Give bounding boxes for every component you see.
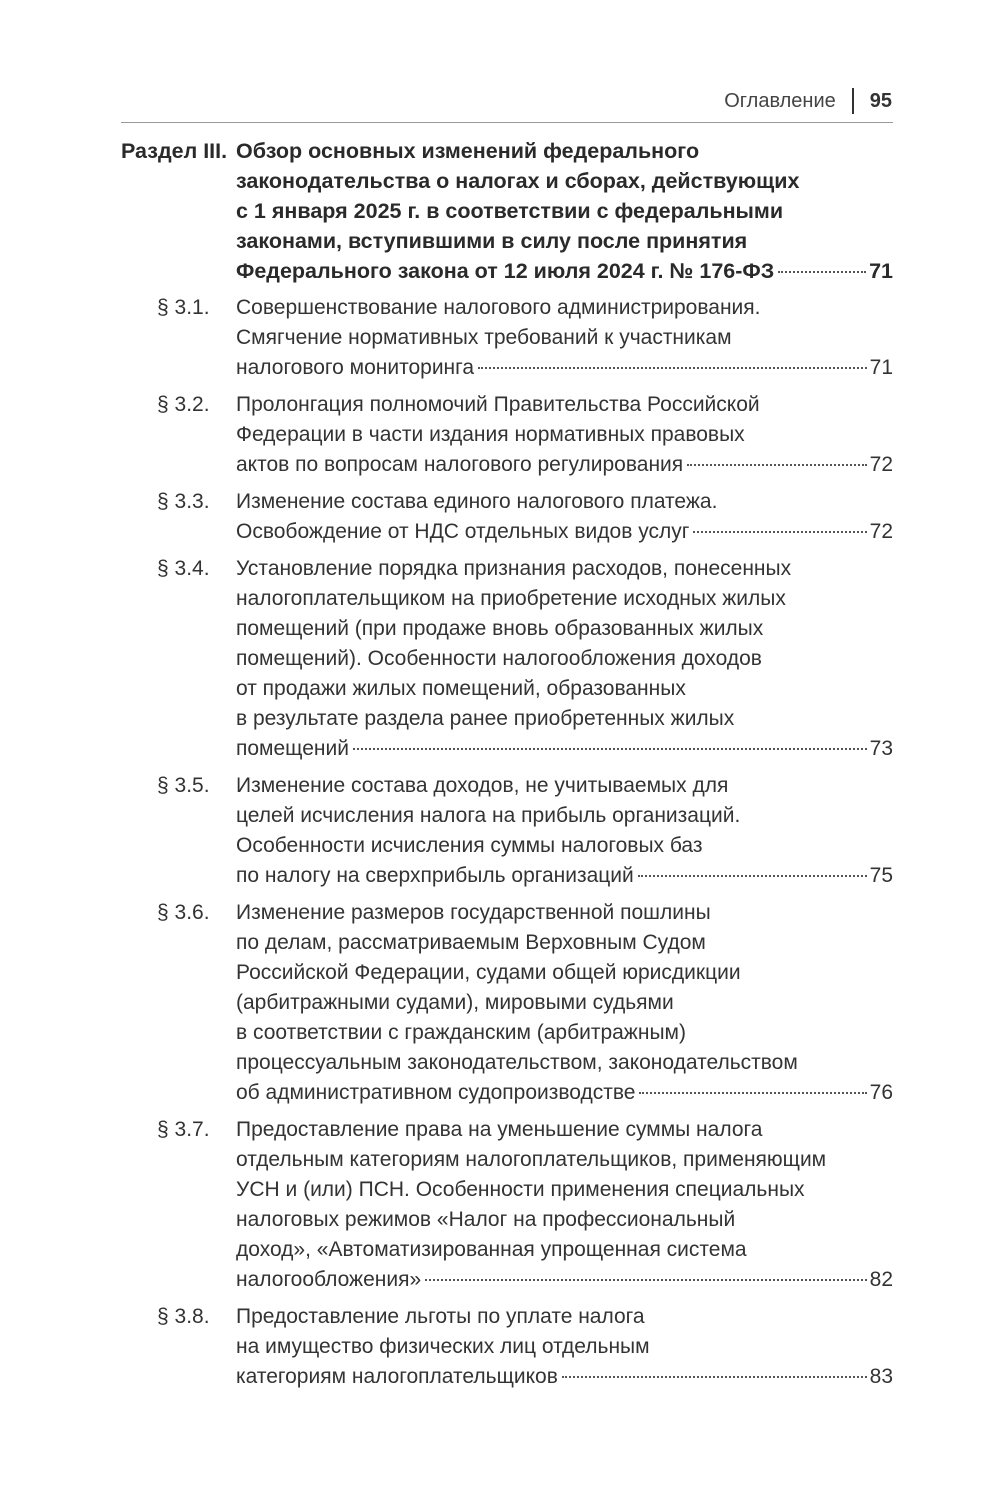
entry-title [236, 554, 893, 764]
title-line: в соответствии с гражданским (арбитражным) [236, 1021, 686, 1044]
dot-leader [693, 531, 866, 533]
toc-entry-3-6[interactable] [121, 898, 893, 1108]
title-line: Особенности исчисления суммы налоговых баз [236, 834, 703, 857]
title-line: Федерации в части издания нормативных правовых [236, 423, 745, 446]
title-line: по налогу на сверхприбыль организаций [236, 864, 634, 887]
title-line: Изменение состава единого налогового платежа. [236, 490, 718, 513]
title-line: помещений [236, 737, 349, 760]
page-ref: 71 [869, 259, 893, 283]
entry-title [236, 293, 893, 383]
entry-title [236, 487, 893, 547]
title-line: процессуальным законодательством, законодательством [236, 1051, 798, 1074]
toc-entry-3-7[interactable] [121, 1115, 893, 1295]
section-label: Раздел III. [121, 139, 228, 163]
dot-leader [639, 1092, 866, 1094]
entry-title [236, 771, 893, 891]
title-line: УСН и (или) ПСН. Особенности применения специальных [236, 1178, 805, 1201]
dot-leader [638, 875, 867, 877]
title-line: от продажи жилых помещений, образованных [236, 677, 686, 700]
title-line: Обзор основных изменений федерального [236, 139, 700, 163]
header-rule [121, 122, 893, 123]
entry-label: § 3.6. [157, 901, 210, 924]
toc-entry-3-2[interactable] [121, 390, 893, 480]
title-line: налогообложения» [236, 1268, 422, 1291]
title-line: налогового мониторинга [236, 356, 475, 379]
title-line: по делам, рассматриваемым Верховным Судом [236, 931, 706, 954]
page-ref: 72 [869, 453, 893, 476]
toc-entry-3-3[interactable] [121, 487, 893, 547]
title-line: Освобождение от НДС отдельных видов услуг [236, 520, 690, 543]
entry-title [236, 1115, 893, 1295]
entry-label: § 3.7. [157, 1118, 210, 1141]
title-line: с 1 января 2025 г. в соответствии с федеральными [236, 199, 784, 223]
entry-label: § 3.3. [157, 490, 210, 513]
entry-title [236, 1302, 893, 1392]
page-ref: 76 [869, 1081, 893, 1104]
title-line: целей исчисления налога на прибыль организаций. [236, 804, 741, 827]
page-ref: 75 [869, 864, 893, 887]
page-ref: 83 [869, 1365, 893, 1388]
title-line: налоговых режимов «Налог на профессиональный [236, 1208, 736, 1231]
toc-section-iii[interactable] [121, 136, 893, 286]
running-title: Оглавление [724, 89, 836, 112]
toc-entry-3-4[interactable] [121, 554, 893, 764]
title-line: Смягчение нормативных требований к участникам [236, 326, 732, 349]
title-line: Федерального закона от 12 июля 2024 г. № 176-ФЗ [236, 259, 775, 283]
title-line: доход», «Автоматизированная упрощенная система [236, 1238, 747, 1261]
dot-leader [478, 367, 867, 369]
header-divider [852, 88, 854, 114]
page-ref: 72 [869, 520, 893, 543]
toc-entry-3-5[interactable] [121, 771, 893, 891]
title-line: актов по вопросам налогового регулирования [236, 453, 684, 476]
entry-label: § 3.5. [157, 774, 210, 797]
section-title [236, 136, 893, 286]
title-line: помещений). Особенности налогообложения доходов [236, 647, 762, 670]
title-line: законами, вступившими в силу после принятия [236, 229, 748, 253]
title-line: законодательства о налогах и сборах, действующих [236, 169, 800, 193]
title-line: в результате раздела ранее приобретенных жилых [236, 707, 735, 730]
page-ref: 73 [869, 737, 893, 760]
toc-entry-3-1[interactable] [121, 293, 893, 383]
title-line: категориям налогоплательщиков [236, 1365, 558, 1388]
dot-leader [687, 464, 866, 466]
entry-label: § 3.4. [157, 557, 210, 580]
title-line: Установление порядка признания расходов, понесенных [236, 557, 792, 580]
title-line: отдельным категориям налогоплательщиков, применяющим [236, 1148, 827, 1171]
table-of-contents [121, 136, 893, 1392]
title-line: Совершенствование налогового администрирования. [236, 296, 761, 319]
title-line: об административном судопроизводстве [236, 1081, 636, 1104]
entry-title [236, 390, 893, 480]
title-line: Российской Федерации, судами общей юрисдикции [236, 961, 741, 984]
dot-leader [353, 748, 867, 750]
entry-label: § 3.1. [157, 296, 210, 319]
title-line: (арбитражными судами), мировыми судьями [236, 991, 674, 1014]
dot-leader [778, 271, 866, 273]
entry-label: § 3.8. [157, 1305, 210, 1328]
title-line: налогоплательщиком на приобретение исходных жилых [236, 587, 786, 610]
page-ref: 82 [869, 1268, 893, 1291]
dot-leader [425, 1279, 867, 1281]
entry-title [236, 898, 893, 1108]
page-number: 95 [869, 89, 892, 112]
title-line: Изменение состава доходов, не учитываемых для [236, 774, 729, 797]
title-line: Изменение размеров государственной пошлины [236, 901, 711, 924]
title-line: Предоставление льготы по уплате налога [236, 1305, 645, 1328]
title-line: помещений (при продаже вновь образованных жилых [236, 617, 764, 640]
title-line: на имущество физических лиц отдельным [236, 1335, 650, 1358]
toc-entry-3-8[interactable] [121, 1302, 893, 1392]
title-line: Пролонгация полномочий Правительства Российской [236, 393, 760, 416]
title-line: Предоставление права на уменьшение суммы налога [236, 1118, 763, 1141]
running-head [724, 88, 892, 114]
dot-leader [562, 1376, 867, 1378]
entry-label: § 3.2. [157, 393, 210, 416]
page-ref: 71 [869, 356, 893, 379]
